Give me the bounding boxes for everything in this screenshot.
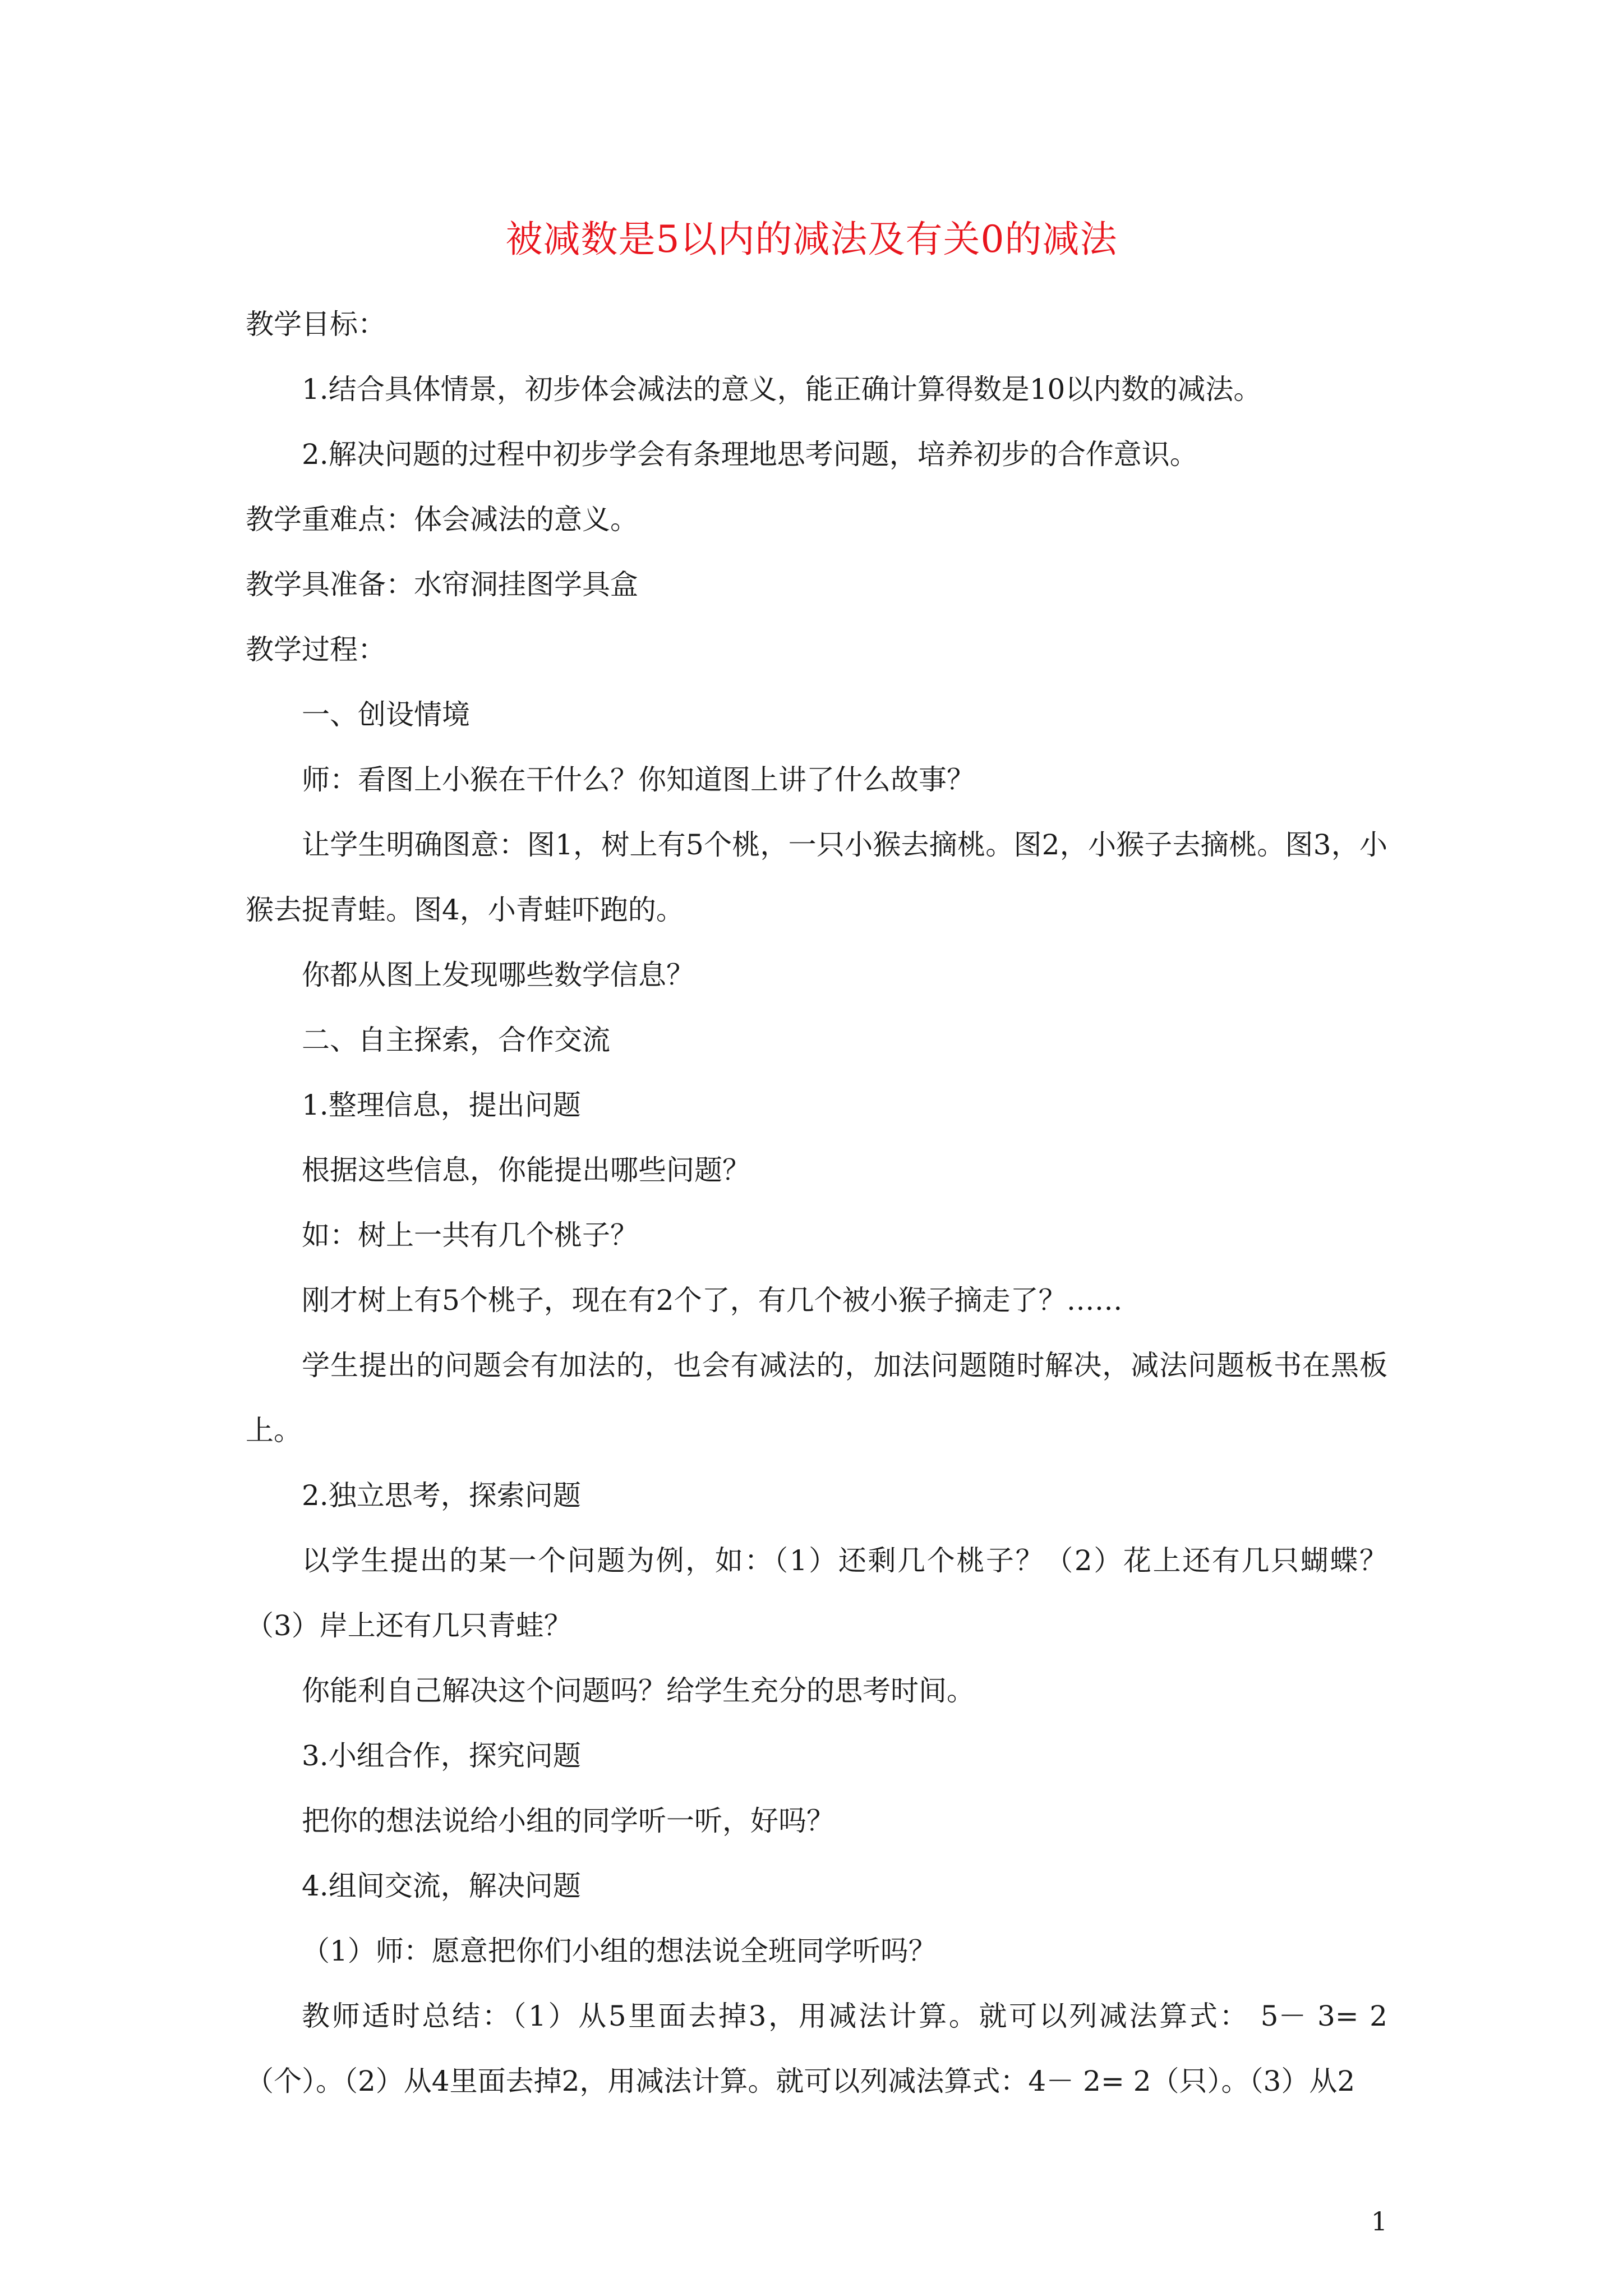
paragraph: 以学生提出的某一个问题为例，如：（1）还剩几个桃子？（2）花上还有几只蝴蝶？（3）岸上还有几只青蛙？ <box>246 1544 1387 1642</box>
paragraph: 把你的想法说给小组的同学听一听，好吗？ <box>302 1805 834 1837</box>
paragraph: 学生提出的问题会有加法的，也会有减法的，加法问题随时解决，减法问题板书在黑板上。 <box>246 1349 1387 1447</box>
paragraph: 刚才树上有5个桃子，现在有2个了，有几个被小猴子摘走了？…… <box>302 1284 1123 1317</box>
document-body <box>246 292 1387 2114</box>
paragraph: 1.整理信息，提出问题 <box>302 1089 581 1121</box>
paragraph: 你都从图上发现哪些数学信息？ <box>302 959 694 991</box>
paragraph: 你能利自己解决这个问题吗？给学生充分的思考时间。 <box>302 1674 975 1707</box>
paragraph: 1.结合具体情景，初步体会减法的意义，能正确计算得数是10以内数的减法。 <box>302 373 1262 406</box>
paragraph: 教学重难点：体会减法的意义。 <box>246 503 638 536</box>
paragraph: 2.解决问题的过程中初步学会有条理地思考问题，培养初步的合作意识。 <box>302 438 1198 471</box>
paragraph: 4.组间交流，解决问题 <box>302 1870 581 1902</box>
paragraph: 教师适时总结：（1）从5里面去掉3，用减法计算。就可以列减法算式： 5－ 3= 2（个）。（2）从4里面去掉2，用减法计算。就可以列减法算式：4－ 2= 2（只）。（3）从2 <box>246 2000 1387 2097</box>
paragraph: 3.小组合作，探究问题 <box>302 1740 581 1772</box>
paragraph: 教学具准备：水帘洞挂图学具盒 <box>246 568 638 601</box>
paragraph: 二、自主探索，合作交流 <box>302 1024 610 1056</box>
paragraph: 一、创设情境 <box>302 698 470 731</box>
paragraph: 师：看图上小猴在干什么？你知道图上讲了什么故事？ <box>302 763 975 796</box>
paragraph: 如：树上一共有几个桃子？ <box>302 1219 638 1251</box>
paragraph: 根据这些信息，你能提出哪些问题？ <box>302 1154 750 1186</box>
paragraph: （1）师：愿意把你们小组的想法说全班同学听吗？ <box>302 1935 937 1967</box>
paragraph: 让学生明确图意：图1，树上有5个桃，一只小猴去摘桃。图2，小猴子去摘桃。图3，小猴去捉青蛙。图4，小青蛙吓跑的。 <box>246 829 1387 926</box>
page-number: 1 <box>1371 2206 1387 2237</box>
document-title: 被减数是5以内的减法及有关0的减法 <box>505 218 1118 261</box>
paragraph: 教学目标： <box>246 308 386 341</box>
paragraph: 2.独立思考，探索问题 <box>302 1479 581 1512</box>
paragraph: 教学过程： <box>246 633 386 666</box>
